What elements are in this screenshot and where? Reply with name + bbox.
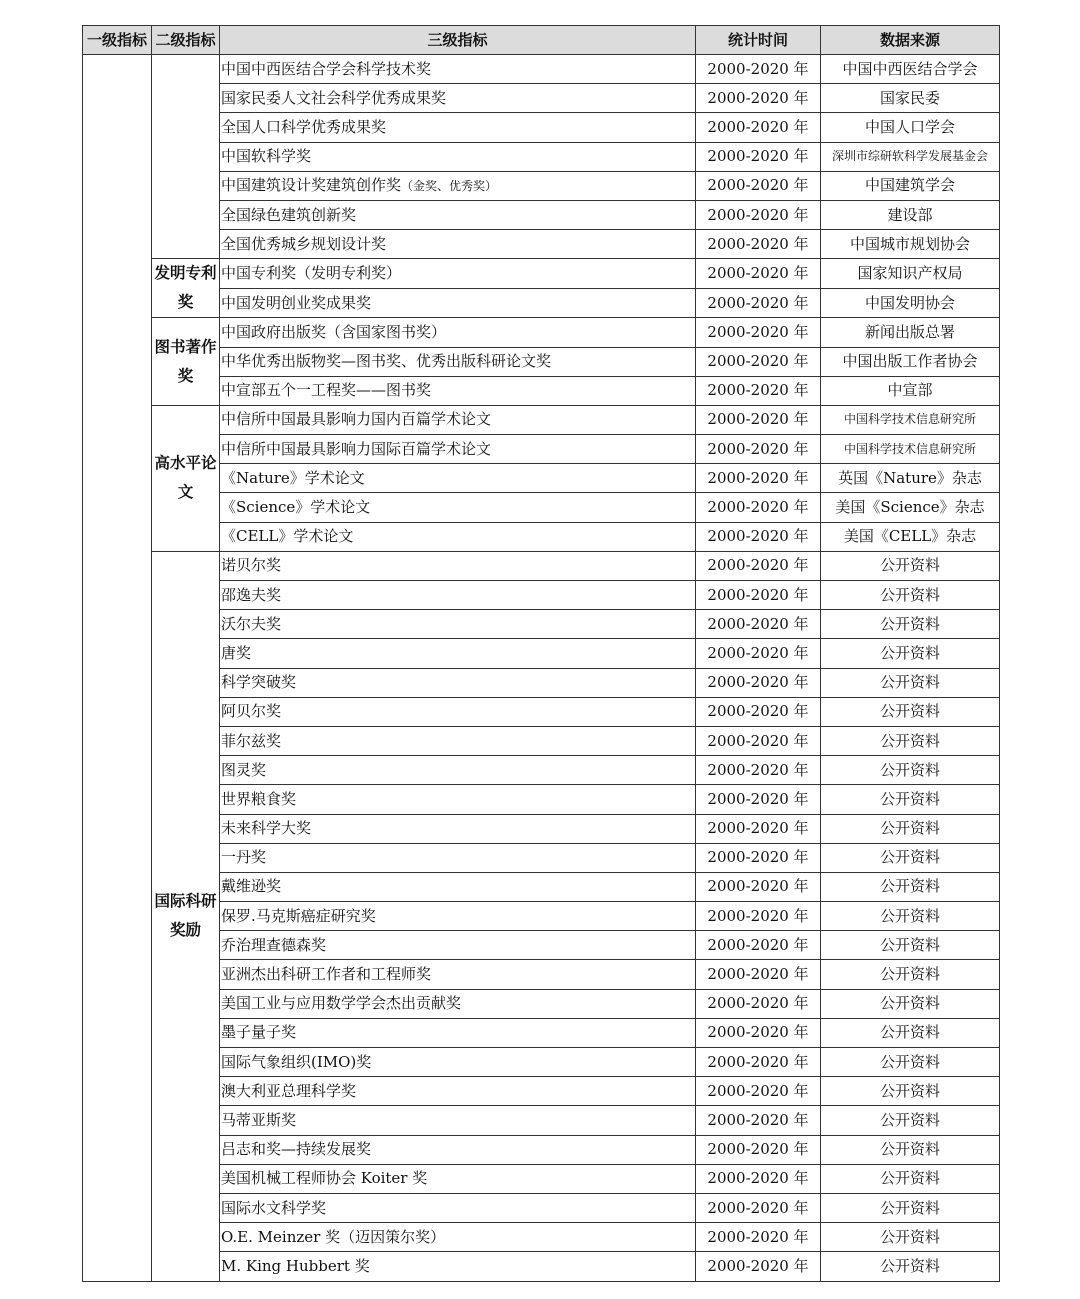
header-period: 统计时间 (696, 26, 821, 55)
level3-indicator-cell (220, 347, 696, 376)
period-cell: 2000-2020 年 (696, 1252, 821, 1281)
level1-cell (83, 55, 152, 1282)
source-cell: 公开资料 (821, 872, 1000, 901)
level3-indicator-cell (220, 288, 696, 318)
indicator-name: 全国绿色建筑创新奖 (221, 205, 357, 224)
level3-indicator-cell (220, 697, 696, 726)
source-cell: 公开资料 (821, 843, 1000, 872)
level3-indicator-cell (220, 84, 696, 113)
source-cell: 公开资料 (821, 1135, 1000, 1164)
header-level2: 二级指标 (152, 26, 220, 55)
period-cell: 2000-2020 年 (696, 171, 821, 200)
indicator-name: 吕志和奖—持续发展奖 (221, 1140, 372, 1159)
table-row (83, 347, 1000, 376)
level3-indicator-cell (220, 142, 696, 171)
level3-indicator-cell (220, 1164, 696, 1193)
source-cell: 公开资料 (821, 639, 1000, 668)
level3-indicator-cell (220, 405, 696, 434)
level3-indicator-cell (220, 581, 696, 610)
source-cell: 公开资料 (821, 1164, 1000, 1193)
table-row (83, 843, 1000, 872)
level3-indicator-cell (220, 1048, 696, 1077)
period-cell: 2000-2020 年 (696, 142, 821, 171)
level3-indicator-cell (220, 318, 696, 347)
source-cell: 公开资料 (821, 960, 1000, 989)
table-row (83, 872, 1000, 901)
indicator-name: 中国发明创业奖成果奖 (221, 293, 372, 312)
source-cell: 英国《Nature》杂志 (821, 464, 1000, 493)
indicator-name: 澳大利亚总理科学奖 (221, 1081, 357, 1100)
table-row (83, 405, 1000, 434)
table-row (83, 814, 1000, 843)
source-cell: 国家民委 (821, 84, 1000, 113)
indicator-name: 戴维逊奖 (221, 877, 282, 896)
source-cell: 公开资料 (821, 697, 1000, 726)
level3-indicator-cell (220, 756, 696, 785)
period-cell: 2000-2020 年 (696, 1106, 821, 1135)
table-row (83, 493, 1000, 522)
table-row (83, 1223, 1000, 1252)
header-level3: 三级指标 (220, 26, 696, 55)
table-row (83, 989, 1000, 1018)
period-cell: 2000-2020 年 (696, 785, 821, 814)
indicator-name: 中国建筑设计奖建筑创作奖 (221, 175, 402, 194)
period-cell: 2000-2020 年 (696, 522, 821, 551)
table-row (83, 171, 1000, 200)
period-cell: 2000-2020 年 (696, 318, 821, 347)
period-cell: 2000-2020 年 (696, 960, 821, 989)
period-cell: 2000-2020 年 (696, 230, 821, 259)
period-cell: 2000-2020 年 (696, 1048, 821, 1077)
table-row (83, 259, 1000, 289)
level3-indicator-cell (220, 814, 696, 843)
table-row (83, 639, 1000, 668)
table-row (83, 960, 1000, 989)
source-cell: 中国科学技术信息研究所 (821, 435, 1000, 464)
table-row (83, 902, 1000, 931)
period-cell: 2000-2020 年 (696, 756, 821, 785)
level3-indicator-cell (220, 902, 696, 931)
level2-category-cell (152, 55, 220, 259)
level3-indicator-cell (220, 960, 696, 989)
indicator-name: 邵逸夫奖 (221, 585, 282, 604)
indicator-name: 诺贝尔奖 (221, 556, 282, 575)
period-cell: 2000-2020 年 (696, 405, 821, 434)
level3-indicator-cell (220, 668, 696, 697)
indicator-name: 图灵奖 (221, 760, 267, 779)
source-cell: 公开资料 (821, 668, 1000, 697)
level3-indicator-cell (220, 259, 696, 289)
table-row (83, 1135, 1000, 1164)
indicator-name: 墨子量子奖 (221, 1023, 297, 1042)
level3-indicator-cell (220, 376, 696, 405)
source-cell: 国家知识产权局 (821, 259, 1000, 289)
level2-category-cell: 发明专利奖 (152, 259, 220, 318)
period-cell: 2000-2020 年 (696, 376, 821, 405)
source-cell: 公开资料 (821, 1077, 1000, 1106)
level3-indicator-cell (220, 1077, 696, 1106)
table-body (83, 55, 1000, 1282)
period-cell: 2000-2020 年 (696, 113, 821, 142)
table-row (83, 1048, 1000, 1077)
source-cell: 建设部 (821, 200, 1000, 229)
source-cell: 公开资料 (821, 1048, 1000, 1077)
table-row (83, 464, 1000, 493)
source-cell: 公开资料 (821, 756, 1000, 785)
source-cell: 公开资料 (821, 902, 1000, 931)
indicator-name: 中信所中国最具影响力国际百篇学术论文 (221, 439, 492, 458)
table-row (83, 1018, 1000, 1047)
period-cell: 2000-2020 年 (696, 989, 821, 1018)
period-cell: 2000-2020 年 (696, 259, 821, 289)
indicator-name: 中国中西医结合学会科学技术奖 (221, 59, 432, 78)
period-cell: 2000-2020 年 (696, 931, 821, 960)
indicator-name: 全国人口科学优秀成果奖 (221, 117, 387, 136)
table-row (83, 726, 1000, 755)
indicator-name: 马蒂亚斯奖 (221, 1110, 297, 1129)
source-cell: 中国出版工作者协会 (821, 347, 1000, 376)
table-row (83, 931, 1000, 960)
level3-indicator-cell (220, 872, 696, 901)
indicator-name: O.E. Meinzer 奖（迈因策尔奖） (221, 1227, 446, 1246)
table-row (83, 785, 1000, 814)
level2-category-cell: 高水平论文 (152, 405, 220, 551)
table-row (83, 376, 1000, 405)
level3-indicator-cell (220, 639, 696, 668)
level3-indicator-cell (220, 726, 696, 755)
indicator-name: 中宣部五个一工程奖——图书奖 (221, 381, 432, 400)
level3-indicator-cell (220, 1018, 696, 1047)
level3-indicator-cell (220, 551, 696, 580)
level3-indicator-cell (220, 113, 696, 142)
table-row (83, 551, 1000, 580)
period-cell: 2000-2020 年 (696, 493, 821, 522)
indicator-name: 乔治理查德森奖 (221, 935, 327, 954)
period-cell: 2000-2020 年 (696, 84, 821, 113)
level3-indicator-cell (220, 230, 696, 259)
period-cell: 2000-2020 年 (696, 872, 821, 901)
table-row (83, 1252, 1000, 1281)
table-row (83, 113, 1000, 142)
level3-indicator-cell (220, 1252, 696, 1281)
indicator-name: 《Nature》学术论文 (221, 468, 365, 487)
level3-indicator-cell (220, 931, 696, 960)
level3-indicator-cell (220, 785, 696, 814)
source-cell: 中国城市规划协会 (821, 230, 1000, 259)
level3-indicator-cell (220, 493, 696, 522)
level3-indicator-cell (220, 200, 696, 229)
indicator-name: 世界粮食奖 (221, 789, 297, 808)
level3-indicator-cell (220, 1106, 696, 1135)
period-cell: 2000-2020 年 (696, 1077, 821, 1106)
level3-indicator-cell (220, 464, 696, 493)
level3-indicator-cell (220, 989, 696, 1018)
period-cell: 2000-2020 年 (696, 639, 821, 668)
header-row (83, 26, 1000, 55)
header-source: 数据来源 (821, 26, 1000, 55)
table-row (83, 610, 1000, 639)
indicator-name: M. King Hubbert 奖 (221, 1256, 370, 1275)
level2-category-cell: 国际科研奖励 (152, 551, 220, 1281)
source-cell: 中国中西医结合学会 (821, 55, 1000, 84)
table-row (83, 142, 1000, 171)
period-cell: 2000-2020 年 (696, 288, 821, 318)
source-cell: 公开资料 (821, 931, 1000, 960)
period-cell: 2000-2020 年 (696, 610, 821, 639)
indicator-name: 《Science》学术论文 (221, 498, 371, 517)
period-cell: 2000-2020 年 (696, 726, 821, 755)
source-cell: 公开资料 (821, 1193, 1000, 1222)
indicator-name: 国际气象组织(IMO)奖 (221, 1052, 372, 1071)
source-cell: 公开资料 (821, 1106, 1000, 1135)
table-row (83, 84, 1000, 113)
table-row (83, 756, 1000, 785)
level3-indicator-cell (220, 435, 696, 464)
source-cell: 中国建筑学会 (821, 171, 1000, 200)
indicator-name: 亚洲杰出科研工作者和工程师奖 (221, 965, 432, 984)
period-cell: 2000-2020 年 (696, 697, 821, 726)
indicator-name: 全国优秀城乡规划设计奖 (221, 234, 387, 253)
level3-indicator-cell (220, 1223, 696, 1252)
indicator-name: 美国机械工程师协会 Koiter 奖 (221, 1169, 428, 1188)
period-cell: 2000-2020 年 (696, 1193, 821, 1222)
period-cell: 2000-2020 年 (696, 902, 821, 931)
table-row (83, 230, 1000, 259)
indicator-name: 美国工业与应用数学学会杰出贡献奖 (221, 994, 462, 1013)
indicator-name: 沃尔夫奖 (221, 614, 282, 633)
indicator-name: 科学突破奖 (221, 673, 297, 692)
table-row (83, 697, 1000, 726)
period-cell: 2000-2020 年 (696, 843, 821, 872)
indicator-name: 中国专利奖（发明专利奖） (221, 264, 402, 283)
table-row (83, 1077, 1000, 1106)
indicator-name: 菲尔兹奖 (221, 731, 282, 750)
table-row (83, 55, 1000, 84)
source-cell: 中国科学技术信息研究所 (821, 405, 1000, 434)
level2-category-cell: 图书著作奖 (152, 318, 220, 406)
period-cell: 2000-2020 年 (696, 1135, 821, 1164)
indicator-name: 唐奖 (221, 643, 252, 662)
period-cell: 2000-2020 年 (696, 1018, 821, 1047)
source-cell: 中宣部 (821, 376, 1000, 405)
source-cell: 公开资料 (821, 551, 1000, 580)
period-cell: 2000-2020 年 (696, 435, 821, 464)
source-cell: 公开资料 (821, 610, 1000, 639)
level3-indicator-cell (220, 1135, 696, 1164)
indicator-name: 中国软科学奖 (221, 147, 312, 166)
header-level1: 一级指标 (83, 26, 152, 55)
source-cell: 新闻出版总署 (821, 318, 1000, 347)
indicator-name: 一丹奖 (221, 848, 267, 867)
level3-indicator-cell (220, 522, 696, 551)
table-row (83, 288, 1000, 318)
table-row (83, 522, 1000, 551)
level3-indicator-cell (220, 55, 696, 84)
period-cell: 2000-2020 年 (696, 581, 821, 610)
source-cell: 公开资料 (821, 1018, 1000, 1047)
source-cell: 公开资料 (821, 989, 1000, 1018)
source-cell: 公开资料 (821, 1252, 1000, 1281)
source-cell: 公开资料 (821, 581, 1000, 610)
indicator-name: 保罗.马克斯癌症研究奖 (221, 906, 376, 925)
indicator-name: 阿贝尔奖 (221, 702, 282, 721)
table-row (83, 668, 1000, 697)
table-row (83, 200, 1000, 229)
source-cell: 公开资料 (821, 726, 1000, 755)
indicator-note: （金奖、优秀奖） (401, 178, 498, 193)
table-row (83, 318, 1000, 347)
source-cell: 深圳市综研软科学发展基金会 (821, 142, 1000, 171)
source-cell: 公开资料 (821, 814, 1000, 843)
source-cell: 公开资料 (821, 1223, 1000, 1252)
level3-indicator-cell (220, 1193, 696, 1222)
level3-indicator-cell (220, 171, 696, 200)
indicator-table (82, 25, 1000, 1282)
source-cell: 公开资料 (821, 785, 1000, 814)
indicator-name: 国家民委人文社会科学优秀成果奖 (221, 88, 447, 107)
table-row (83, 1193, 1000, 1222)
level3-indicator-cell (220, 843, 696, 872)
table-row (83, 1106, 1000, 1135)
period-cell: 2000-2020 年 (696, 347, 821, 376)
period-cell: 2000-2020 年 (696, 1223, 821, 1252)
table-row (83, 581, 1000, 610)
table-row (83, 435, 1000, 464)
period-cell: 2000-2020 年 (696, 668, 821, 697)
table-row (83, 1164, 1000, 1193)
indicator-name: 《CELL》学术论文 (221, 527, 354, 546)
period-cell: 2000-2020 年 (696, 814, 821, 843)
source-cell: 美国《CELL》杂志 (821, 522, 1000, 551)
period-cell: 2000-2020 年 (696, 200, 821, 229)
source-cell: 中国人口学会 (821, 113, 1000, 142)
period-cell: 2000-2020 年 (696, 1164, 821, 1193)
indicator-name: 未来科学大奖 (221, 819, 312, 838)
period-cell: 2000-2020 年 (696, 551, 821, 580)
period-cell: 2000-2020 年 (696, 464, 821, 493)
period-cell: 2000-2020 年 (696, 55, 821, 84)
source-cell: 美国《Science》杂志 (821, 493, 1000, 522)
indicator-name: 国际水文科学奖 (221, 1198, 327, 1217)
source-cell: 中国发明协会 (821, 288, 1000, 318)
indicator-name: 中信所中国最具影响力国内百篇学术论文 (221, 410, 492, 429)
indicator-name: 中国政府出版奖（含国家图书奖） (221, 322, 447, 341)
level3-indicator-cell (220, 610, 696, 639)
indicator-name: 中华优秀出版物奖—图书奖、优秀出版科研论文奖 (221, 352, 552, 371)
